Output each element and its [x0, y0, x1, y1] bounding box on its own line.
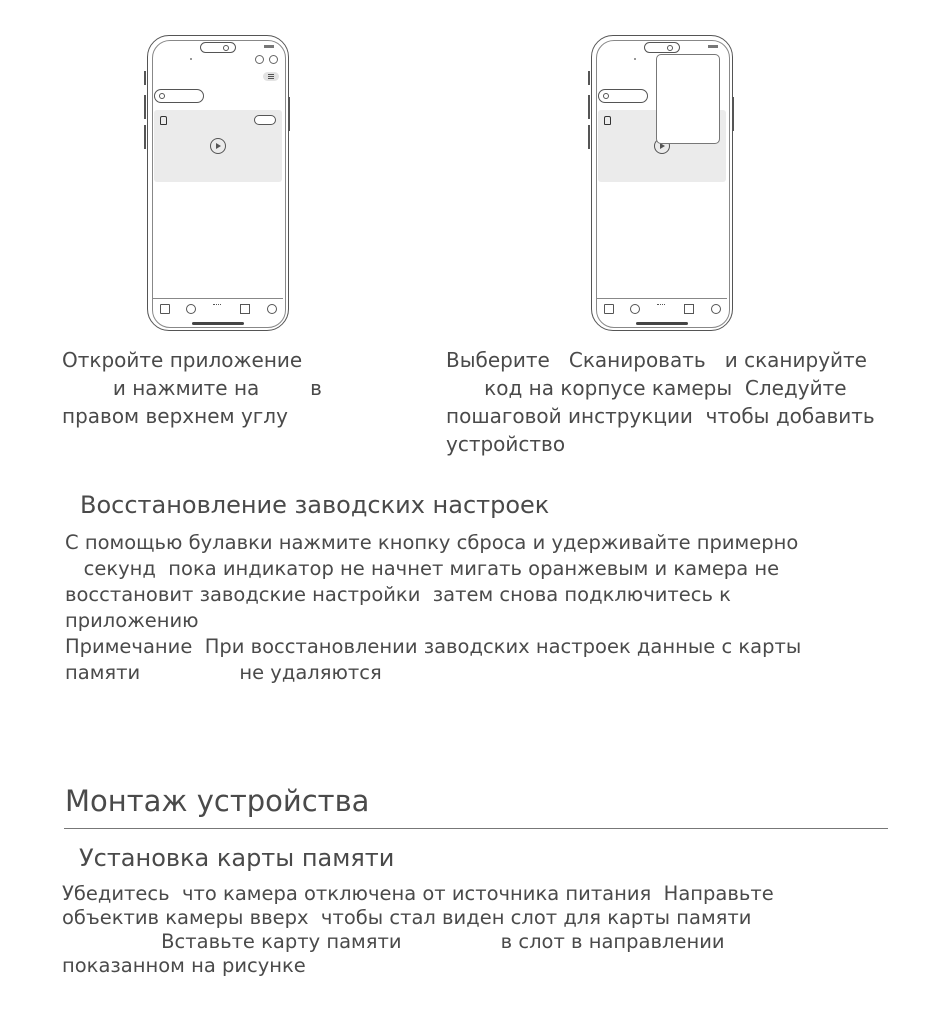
phone-side-button	[144, 125, 146, 149]
add-device-popup-menu	[656, 54, 720, 144]
menu-icon	[263, 72, 279, 81]
memory-card-line-1: Убедитесь что камера отключена от источника питания Направьте	[62, 882, 774, 905]
camera-toggle	[254, 115, 276, 125]
signal-icon	[708, 45, 718, 48]
reset-line-4: приложению	[65, 609, 199, 632]
memory-card-line-2: объектив камеры вверх чтобы стал виден слот для карты памяти	[62, 906, 752, 929]
memory-card-line-3: Вставьте карту памяти в слот в направлении	[62, 930, 725, 953]
tab-bar-divider	[597, 298, 727, 299]
memory-card-line-4: показанном на рисунке	[62, 954, 306, 977]
store-tab-icon	[684, 304, 694, 314]
reset-note-line-1: Примечание При восстановлении заводских настроек данные с карты	[65, 635, 802, 658]
reset-line-3: восстановит заводские настройки затем снова подключитесь к	[65, 583, 731, 606]
step2-line-3: пошаговой инструкции чтобы добавить	[446, 404, 875, 428]
tab-bar-divider	[153, 298, 283, 299]
phone-screen	[152, 40, 286, 328]
smart-tab-icon	[213, 304, 221, 313]
step2-line-2: код на корпусе камеры Следуйте	[446, 376, 847, 400]
phone-side-button	[588, 71, 590, 85]
home-selector-pill	[598, 89, 648, 103]
reset-note-line-2: памяти не удаляются	[65, 661, 382, 684]
device-tab-icon	[186, 304, 196, 314]
memory-card-heading: Установка карты памяти	[79, 844, 395, 872]
phone-frame	[591, 35, 733, 331]
home-tab-icon	[604, 304, 614, 314]
reset-line-1: С помощью булавки нажмите кнопку сброса и удерживайте примерно	[65, 531, 799, 554]
step1-line-3: правом верхнем углу	[62, 404, 288, 428]
device-tab-icon	[630, 304, 640, 314]
step1-line-2: и нажмите на в	[62, 376, 322, 400]
phone-side-button	[588, 95, 590, 119]
camera-icon	[604, 116, 611, 125]
add-icon	[269, 55, 278, 64]
store-tab-icon	[240, 304, 250, 314]
step1-line-1: Откройте приложение	[62, 348, 303, 372]
signal-icon	[264, 45, 274, 48]
scan-icon	[255, 55, 264, 64]
phone-notch	[200, 42, 236, 53]
step2-line-1: Выберите Сканировать и сканируйте	[446, 348, 867, 372]
phone-side-button	[588, 125, 590, 149]
phone-notch	[644, 42, 680, 53]
home-tab-icon	[160, 304, 170, 314]
play-icon	[210, 138, 226, 154]
home-indicator	[636, 322, 688, 325]
mount-title: Монтаж устройства	[65, 784, 370, 818]
section-divider	[64, 828, 888, 829]
camera-icon	[160, 116, 167, 125]
home-indicator	[192, 322, 244, 325]
reset-line-2: секунд пока индикатор не начнет мигать оранжевым и камера не	[65, 557, 780, 580]
profile-tab-icon	[711, 304, 721, 314]
reset-heading: Восстановление заводских настроек	[80, 491, 550, 519]
profile-tab-icon	[267, 304, 277, 314]
status-dot	[190, 58, 192, 60]
status-dot	[634, 58, 636, 60]
phone-side-button	[144, 95, 146, 119]
step2-line-4: устройство	[446, 432, 566, 456]
smart-tab-icon	[657, 304, 665, 313]
phone-side-button	[144, 71, 146, 85]
phone-frame	[147, 35, 289, 331]
phone-illustration-home	[147, 35, 291, 331]
home-selector-pill	[154, 89, 204, 103]
phone-illustration-add-menu	[591, 35, 735, 331]
camera-preview-card	[154, 110, 282, 182]
